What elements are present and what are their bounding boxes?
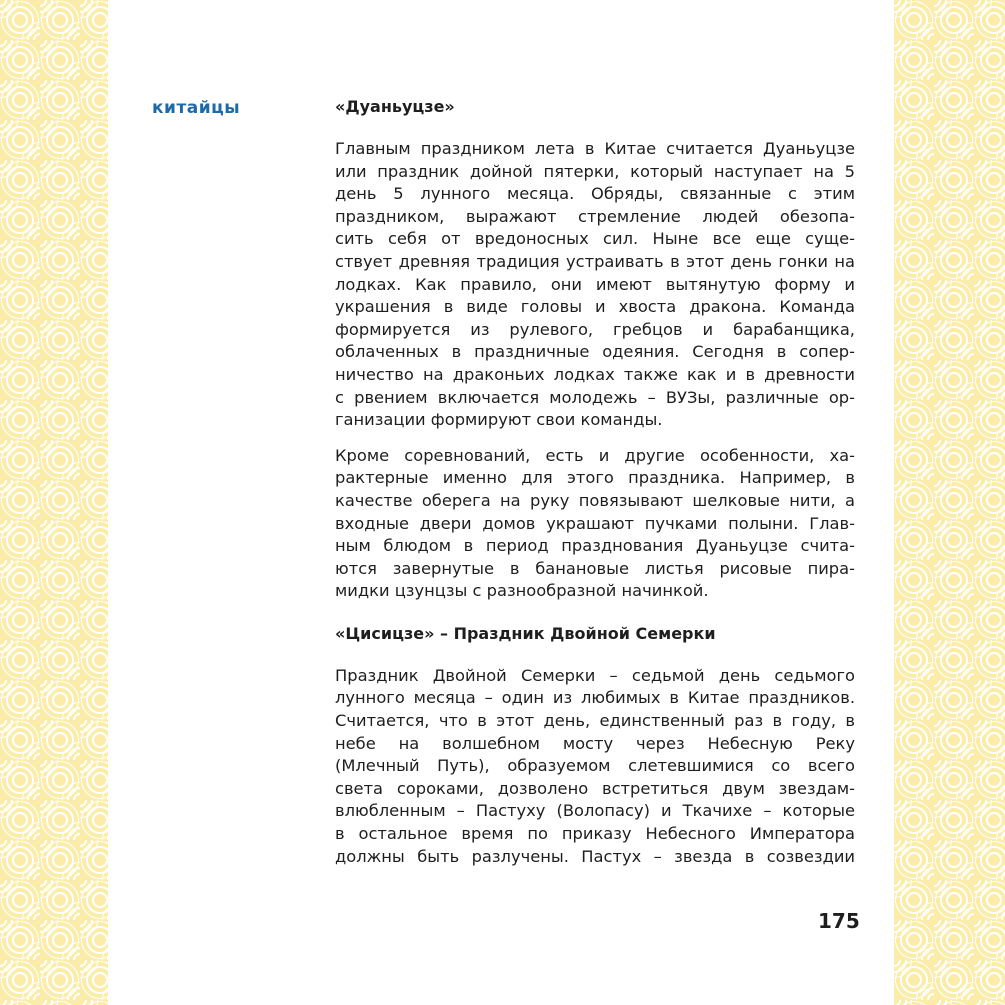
paragraph-3: [335, 665, 855, 868]
text-line: мидки цзунцзы с разнообразной начинкой.: [335, 581, 709, 601]
paragraph-1: [335, 138, 855, 432]
text-line: сить себя от вредоносных сил. Ныне все еще суще-: [335, 229, 855, 249]
text-line: Кроме соревнований, есть и другие особенности, ха-: [335, 445, 855, 465]
text-line: влюбленным – Пастуху (Волопасу) и Ткачихе – которые: [335, 801, 855, 821]
text-line: Праздник Двойной Семерки – седьмой день седьмого: [335, 665, 855, 685]
text-line: ным блюдом в период празднования Дуаньуцзе счита-: [335, 536, 855, 556]
text-line: (Млечный Путь), образуемом слетевшимися со всего: [335, 756, 855, 776]
text-line: ничество на драконьих лодках также как и в древности: [335, 364, 855, 384]
text-line: лунного месяца – один из любимых в Китае праздников.: [335, 688, 855, 708]
text-line: Считается, что в этот день, единственный раз в году, в: [335, 711, 855, 731]
text-line: ются завернутые в банановые листья рисовые пира-: [335, 558, 855, 578]
text-line: ствует древняя традиция устраивать в этот день гонки на: [335, 251, 855, 271]
page-content: [335, 96, 855, 881]
right-ornament-border: [894, 0, 1005, 1005]
text-line: качестве оберега на руку повязывают шелковые нити, а: [335, 490, 855, 510]
heading-qixi: «Цисицзе» – Праздник Двойной Семерки: [335, 623, 716, 643]
text-line: формируется из рулевого, гребцов и барабанщика,: [335, 319, 855, 339]
text-line: Главным праздником лета в Китае считается Дуаньуцзе: [335, 139, 855, 158]
paragraph-2: [335, 445, 855, 603]
text-line: украшения в виде головы и хвоста дракона. Команда: [335, 297, 855, 317]
page-number: 175: [818, 909, 860, 933]
text-line: должны быть разлучены. Пастух – звезда в созвездии: [335, 846, 855, 866]
text-line: рактерные именно для этого праздника. Например, в: [335, 468, 855, 488]
text-line: или праздник дойной пятерки, который наступает на 5: [335, 161, 855, 181]
text-line: в остальное время по приказу Небесного Императора: [335, 824, 855, 844]
text-line: входные двери домов украшают пучками полыни. Глав-: [335, 513, 855, 533]
text-line: облаченных в праздничные одеяния. Сегодня в сопер-: [335, 342, 855, 362]
text-line: света сороками, дозволено встретиться двум звездам-: [335, 778, 855, 798]
section-tag: китайцы: [152, 98, 241, 118]
left-ornament-border: [0, 0, 108, 1005]
text-line: с рвением включается молодежь – ВУЗы, различные ор-: [335, 387, 855, 407]
heading-duanwu: «Дуаньуцзе»: [335, 97, 455, 116]
text-line: праздником, выражают стремление людей обезопа-: [335, 206, 855, 226]
text-line: небе на волшебном мосту через Небесную Реку: [335, 733, 855, 753]
text-line: ганизации формируют свои команды.: [335, 410, 663, 430]
text-line: день 5 лунного месяца. Обряды, связанные с этим: [335, 184, 855, 204]
text-line: лодках. Как правило, они имеют вытянутую форму и: [335, 274, 855, 294]
